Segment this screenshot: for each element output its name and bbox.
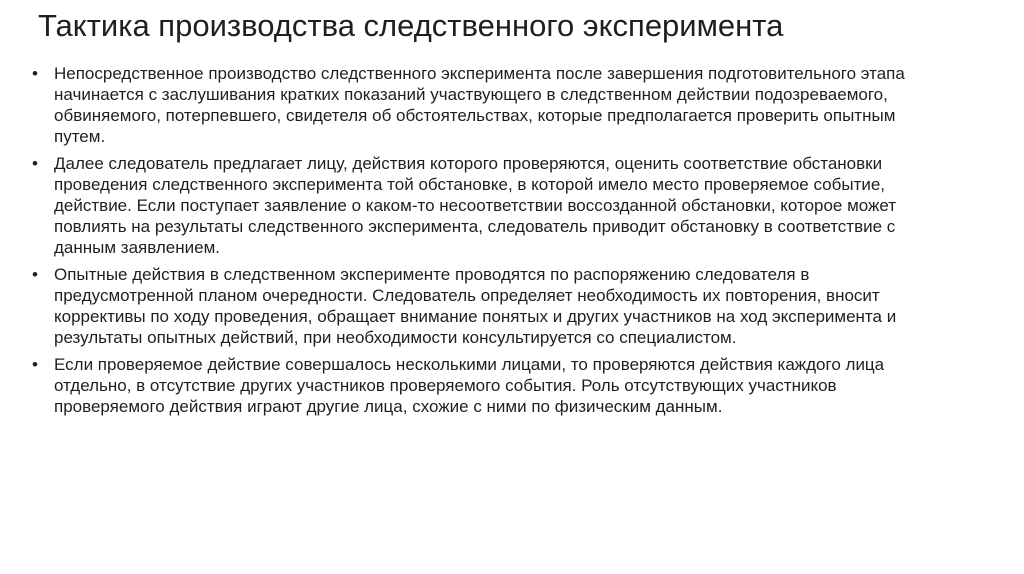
bullet-marker: • <box>32 265 38 284</box>
bullet-text: Непосредственное производство следственного эксперимента после завершения подготовительного этапа начинается с заслушивания кратких показаний участвующего в следственном действии подозреваемого, обвиняемого, потерпевшего, свидетеля об обстоятельствах, которые предполагается проверить опытным путем. <box>54 64 905 146</box>
bullet-text: Далее следователь предлагает лицу, действия которого проверяются, оценить соответствие обстановки проведения следственного эксперимента той обстановке, в которой имело место проверяемое событие, действие. Если поступает заявление о каком-то несоответствии воссозданной обстановки, которое может повлиять на результаты следственного эксперимента, следователь приводит обстановку в соответствие с данным заявлением. <box>54 154 897 257</box>
bullet-marker: • <box>32 154 38 173</box>
bullet-item-3 <box>30 264 950 348</box>
bullet-list <box>30 63 950 423</box>
slide-title: Тактика производства следственного эксперимента <box>38 8 784 43</box>
bullet-marker: • <box>32 64 38 83</box>
bullet-text: Если проверяемое действие совершалось несколькими лицами, то проверяются действия каждого лица отдельно, в отсутствие других участников проверяемого события. Роль отсутствующих участников проверяемого действия играют другие лица, схожие с ними по физическим данным. <box>54 355 885 416</box>
bullet-item-2 <box>30 153 950 258</box>
bullet-item-4 <box>30 354 950 417</box>
bullet-item-1 <box>30 63 950 147</box>
bullet-marker: • <box>32 355 38 374</box>
bullet-text: Опытные действия в следственном эксперименте проводятся по распоряжению следователя в предусмотренной планом очередности. Следователь определяет необходимость их повторения, вносит коррективы по ходу проведения, обращает внимание понятых и других участников на ход эксперимента и результаты опытных действий, при необходимости консультируется со специалистом. <box>54 265 897 347</box>
